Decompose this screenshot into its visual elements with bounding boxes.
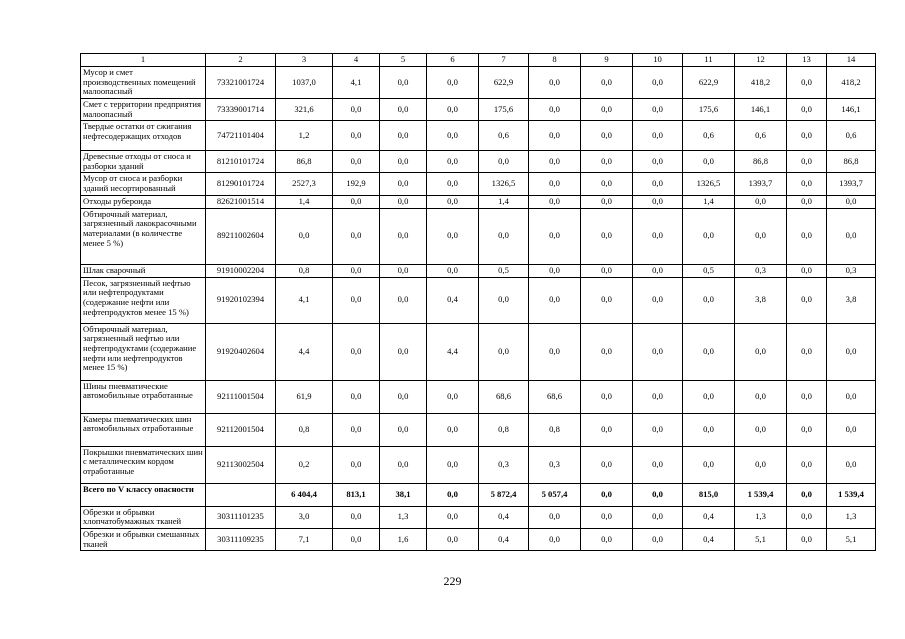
waste-code-cell: 92112001504: [206, 413, 276, 446]
value-cell: 86,8: [735, 151, 787, 173]
header-cell: 6: [427, 54, 479, 67]
waste-name-cell: Обтирочный материал, загрязненный нефтью или нефтепродуктами (содержание нефти или нефтепродуктов менее 15 %): [81, 323, 206, 380]
value-cell: 0,0: [380, 446, 427, 483]
waste-table: [80, 53, 876, 551]
value-cell: 0,0: [427, 208, 479, 264]
value-cell: 0,0: [633, 446, 683, 483]
value-cell: 0,0: [581, 208, 633, 264]
value-cell: 1326,5: [683, 173, 735, 195]
value-cell: 0,0: [633, 173, 683, 195]
value-cell: 0,0: [427, 446, 479, 483]
value-cell: 0,3: [479, 446, 529, 483]
value-cell: 0,0: [529, 528, 581, 550]
table-row: [81, 121, 876, 151]
value-cell: 0,2: [276, 446, 333, 483]
value-cell: 0,0: [633, 506, 683, 528]
value-cell: 0,6: [479, 121, 529, 151]
value-cell: 0,0: [333, 98, 380, 120]
value-cell: 0,4: [427, 277, 479, 323]
header-cell: 5: [380, 54, 427, 67]
value-cell: 68,6: [479, 380, 529, 413]
waste-code-cell: 30311109235: [206, 528, 276, 550]
value-cell: 86,8: [827, 151, 876, 173]
value-cell: 1,4: [479, 195, 529, 208]
value-cell: 0,0: [479, 151, 529, 173]
value-cell: 1326,5: [479, 173, 529, 195]
value-cell: 61,9: [276, 380, 333, 413]
table-row: [81, 413, 876, 446]
value-cell: 622,9: [683, 67, 735, 99]
header-cell: 1: [81, 54, 206, 67]
value-cell: 0,0: [427, 264, 479, 277]
waste-code-cell: 82621001514: [206, 195, 276, 208]
value-cell: 0,0: [380, 208, 427, 264]
value-cell: 0,0: [787, 208, 827, 264]
value-cell: 0,0: [333, 195, 380, 208]
value-cell: 0,6: [683, 121, 735, 151]
value-cell: 0,5: [479, 264, 529, 277]
value-cell: 0,0: [333, 208, 380, 264]
value-cell: 0,8: [276, 413, 333, 446]
value-cell: 0,0: [787, 506, 827, 528]
value-cell: 0,0: [276, 208, 333, 264]
value-cell: 0,0: [529, 121, 581, 151]
value-cell: 0,0: [787, 151, 827, 173]
value-cell: 0,0: [581, 98, 633, 120]
waste-code-cell: [206, 483, 276, 506]
value-cell: 0,0: [581, 67, 633, 99]
value-cell: 0,8: [276, 264, 333, 277]
value-cell: 0,0: [581, 195, 633, 208]
value-cell: 0,0: [581, 380, 633, 413]
value-cell: 0,0: [787, 98, 827, 120]
value-cell: 175,6: [479, 98, 529, 120]
value-cell: 0,0: [427, 151, 479, 173]
value-cell: 0,4: [479, 506, 529, 528]
value-cell: 813,1: [333, 483, 380, 506]
value-cell: 5 872,4: [479, 483, 529, 506]
value-cell: 0,0: [633, 67, 683, 99]
value-cell: 0,0: [380, 323, 427, 380]
waste-code-cell: 81290101724: [206, 173, 276, 195]
value-cell: 0,6: [735, 121, 787, 151]
waste-name-cell: Мусор от сноса и разборки зданий несортированный: [81, 173, 206, 195]
value-cell: 0,0: [380, 173, 427, 195]
value-cell: 0,0: [333, 380, 380, 413]
value-cell: 0,0: [529, 67, 581, 99]
value-cell: 0,0: [333, 446, 380, 483]
table-row: [81, 277, 876, 323]
value-cell: 0,0: [333, 277, 380, 323]
value-cell: 0,0: [827, 380, 876, 413]
value-cell: 622,9: [479, 67, 529, 99]
value-cell: 0,0: [380, 380, 427, 413]
value-cell: 0,0: [529, 173, 581, 195]
waste-name-cell: Твердые остатки от сжигания нефтесодержащих отходов: [81, 121, 206, 151]
value-cell: 0,4: [683, 528, 735, 550]
value-cell: 0,5: [683, 264, 735, 277]
value-cell: 1393,7: [827, 173, 876, 195]
value-cell: 0,0: [581, 528, 633, 550]
value-cell: 0,0: [529, 323, 581, 380]
waste-code-cell: 73339001714: [206, 98, 276, 120]
value-cell: 175,6: [683, 98, 735, 120]
value-cell: 0,0: [380, 264, 427, 277]
value-cell: 0,0: [683, 208, 735, 264]
value-cell: 0,0: [633, 208, 683, 264]
value-cell: 0,0: [581, 121, 633, 151]
waste-name-cell: Шлак сварочный: [81, 264, 206, 277]
value-cell: 3,0: [276, 506, 333, 528]
value-cell: 418,2: [735, 67, 787, 99]
value-cell: 0,0: [633, 277, 683, 323]
table-row: [81, 380, 876, 413]
waste-name-cell: Отходы рубероида: [81, 195, 206, 208]
value-cell: 0,0: [683, 151, 735, 173]
waste-name-cell: Обтирочный материал, загрязненный лакокрасочными материалами (в количестве менее 5 %): [81, 208, 206, 264]
value-cell: 5,1: [827, 528, 876, 550]
value-cell: 0,3: [529, 446, 581, 483]
value-cell: 0,0: [427, 98, 479, 120]
value-cell: 146,1: [735, 98, 787, 120]
value-cell: 0,0: [380, 277, 427, 323]
waste-name-cell: Обрезки и обрывки смешанных тканей: [81, 528, 206, 550]
value-cell: 0,0: [333, 506, 380, 528]
value-cell: 5 057,4: [529, 483, 581, 506]
table-row: [81, 323, 876, 380]
value-cell: 0,0: [427, 195, 479, 208]
value-cell: 0,0: [529, 195, 581, 208]
table-row: [81, 208, 876, 264]
value-cell: 0,0: [333, 413, 380, 446]
value-cell: 0,0: [427, 173, 479, 195]
value-cell: 0,0: [633, 121, 683, 151]
waste-code-cell: 74721101404: [206, 121, 276, 151]
value-cell: 0,0: [380, 98, 427, 120]
value-cell: 146,1: [827, 98, 876, 120]
value-cell: 0,0: [529, 208, 581, 264]
waste-code-cell: 81210101724: [206, 151, 276, 173]
value-cell: 0,0: [581, 264, 633, 277]
value-cell: 0,0: [787, 264, 827, 277]
value-cell: 0,0: [427, 413, 479, 446]
value-cell: 1,2: [276, 121, 333, 151]
value-cell: 0,0: [380, 413, 427, 446]
value-cell: 1,4: [276, 195, 333, 208]
table-total-row: [81, 483, 876, 506]
value-cell: 38,1: [380, 483, 427, 506]
value-cell: 1,3: [827, 506, 876, 528]
value-cell: 0,0: [735, 413, 787, 446]
value-cell: 0,0: [427, 121, 479, 151]
header-cell: 9: [581, 54, 633, 67]
value-cell: 1,3: [735, 506, 787, 528]
value-cell: 815,0: [683, 483, 735, 506]
value-cell: 0,0: [683, 277, 735, 323]
value-cell: 0,0: [633, 195, 683, 208]
waste-code-cell: 92113002504: [206, 446, 276, 483]
waste-name-cell: Древесные отходы от сноса и разборки зданий: [81, 151, 206, 173]
value-cell: 0,0: [787, 67, 827, 99]
value-cell: 0,0: [581, 173, 633, 195]
value-cell: 4,4: [276, 323, 333, 380]
value-cell: 0,0: [427, 483, 479, 506]
value-cell: 0,0: [787, 446, 827, 483]
value-cell: 0,0: [683, 323, 735, 380]
value-cell: 0,0: [581, 413, 633, 446]
table-row: [81, 67, 876, 99]
value-cell: 3,8: [827, 277, 876, 323]
value-cell: 4,1: [276, 277, 333, 323]
value-cell: 0,0: [333, 151, 380, 173]
value-cell: 0,0: [827, 323, 876, 380]
waste-code-cell: 89211002604: [206, 208, 276, 264]
value-cell: 2527,3: [276, 173, 333, 195]
waste-code-cell: 92111001504: [206, 380, 276, 413]
waste-name-cell: Камеры пневматических шин автомобильных отработанные: [81, 413, 206, 446]
value-cell: 0,0: [581, 446, 633, 483]
value-cell: 0,0: [479, 208, 529, 264]
value-cell: 0,0: [787, 483, 827, 506]
value-cell: 0,0: [827, 413, 876, 446]
value-cell: 0,0: [427, 528, 479, 550]
value-cell: 3,8: [735, 277, 787, 323]
table-row: [81, 195, 876, 208]
value-cell: 1 539,4: [735, 483, 787, 506]
value-cell: 0,0: [683, 446, 735, 483]
value-cell: 0,0: [529, 264, 581, 277]
waste-name-cell: Смет с территории предприятия малоопасный: [81, 98, 206, 120]
value-cell: 0,0: [633, 323, 683, 380]
value-cell: 0,0: [787, 173, 827, 195]
value-cell: 1,4: [683, 195, 735, 208]
value-cell: 1,6: [380, 528, 427, 550]
value-cell: 1,3: [380, 506, 427, 528]
value-cell: 86,8: [276, 151, 333, 173]
value-cell: 0,0: [735, 195, 787, 208]
value-cell: 0,4: [479, 528, 529, 550]
value-cell: 0,0: [581, 323, 633, 380]
value-cell: 0,0: [581, 483, 633, 506]
value-cell: 0,0: [827, 208, 876, 264]
value-cell: 0,0: [683, 380, 735, 413]
value-cell: 0,0: [427, 380, 479, 413]
header-cell: 13: [787, 54, 827, 67]
value-cell: 0,0: [633, 483, 683, 506]
waste-code-cell: 73321001724: [206, 67, 276, 99]
value-cell: 0,0: [683, 413, 735, 446]
value-cell: 0,0: [735, 323, 787, 380]
value-cell: 0,0: [333, 528, 380, 550]
waste-name-cell: Мусор и смет производственных помещений малоопасный: [81, 67, 206, 99]
table-row: [81, 264, 876, 277]
value-cell: 4,1: [333, 67, 380, 99]
header-cell: 11: [683, 54, 735, 67]
table-row: [81, 446, 876, 483]
value-cell: 0,3: [827, 264, 876, 277]
value-cell: 0,0: [633, 528, 683, 550]
value-cell: 0,0: [427, 67, 479, 99]
waste-code-cell: 30311101235: [206, 506, 276, 528]
header-cell: 8: [529, 54, 581, 67]
value-cell: 321,6: [276, 98, 333, 120]
table-row: [81, 506, 876, 528]
value-cell: 5,1: [735, 528, 787, 550]
waste-code-cell: 91920402604: [206, 323, 276, 380]
value-cell: 0,0: [787, 323, 827, 380]
value-cell: 0,0: [633, 413, 683, 446]
table-row: [81, 528, 876, 550]
value-cell: 0,0: [787, 121, 827, 151]
value-cell: 0,8: [529, 413, 581, 446]
value-cell: 0,0: [333, 323, 380, 380]
value-cell: 0,0: [787, 528, 827, 550]
value-cell: 0,0: [529, 277, 581, 323]
value-cell: 0,0: [735, 380, 787, 413]
value-cell: 192,9: [333, 173, 380, 195]
header-cell: 14: [827, 54, 876, 67]
waste-name-cell: Шины пневматические автомобильные отработанные: [81, 380, 206, 413]
value-cell: 68,6: [529, 380, 581, 413]
value-cell: 0,0: [827, 195, 876, 208]
header-cell: 3: [276, 54, 333, 67]
waste-code-cell: 91910002204: [206, 264, 276, 277]
value-cell: 0,0: [827, 446, 876, 483]
value-cell: 0,0: [581, 151, 633, 173]
value-cell: 0,0: [380, 151, 427, 173]
value-cell: 0,0: [735, 208, 787, 264]
value-cell: 0,6: [827, 121, 876, 151]
value-cell: 0,3: [735, 264, 787, 277]
value-cell: 0,0: [380, 67, 427, 99]
value-cell: 0,4: [683, 506, 735, 528]
header-cell: 10: [633, 54, 683, 67]
header-cell: 4: [333, 54, 380, 67]
value-cell: 0,0: [529, 506, 581, 528]
value-cell: 6 404,4: [276, 483, 333, 506]
value-cell: 0,0: [787, 195, 827, 208]
waste-name-cell: Обрезки и обрывки хлопчатобумажных тканей: [81, 506, 206, 528]
value-cell: 0,0: [787, 413, 827, 446]
value-cell: 0,0: [633, 151, 683, 173]
value-cell: 0,8: [479, 413, 529, 446]
waste-code-cell: 91920102394: [206, 277, 276, 323]
table-header-row: [81, 54, 876, 67]
table-row: [81, 173, 876, 195]
value-cell: 0,0: [333, 264, 380, 277]
header-cell: 2: [206, 54, 276, 67]
waste-name-cell: Песок, загрязненный нефтью или нефтепродуктами (содержание нефти или нефтепродуктов менее 15 %): [81, 277, 206, 323]
value-cell: 0,0: [581, 277, 633, 323]
value-cell: 0,0: [529, 98, 581, 120]
waste-name-cell: Покрышки пневматических шин с металлическим кордом отработанные: [81, 446, 206, 483]
value-cell: 0,0: [529, 151, 581, 173]
waste-name-cell: Всего по V классу опасности: [81, 483, 206, 506]
value-cell: 0,0: [787, 380, 827, 413]
value-cell: 418,2: [827, 67, 876, 99]
value-cell: 0,0: [633, 98, 683, 120]
value-cell: 1393,7: [735, 173, 787, 195]
value-cell: 0,0: [581, 506, 633, 528]
value-cell: 7,1: [276, 528, 333, 550]
header-cell: 12: [735, 54, 787, 67]
value-cell: 0,0: [333, 121, 380, 151]
table-row: [81, 151, 876, 173]
value-cell: 0,0: [380, 195, 427, 208]
value-cell: 1 539,4: [827, 483, 876, 506]
header-cell: 7: [479, 54, 529, 67]
value-cell: 0,0: [380, 121, 427, 151]
value-cell: 0,0: [479, 323, 529, 380]
value-cell: 4,4: [427, 323, 479, 380]
table-body: [81, 54, 876, 551]
value-cell: 0,0: [735, 446, 787, 483]
page-number: 229: [443, 574, 462, 588]
value-cell: 0,0: [787, 277, 827, 323]
table-row: [81, 98, 876, 120]
value-cell: 0,0: [633, 380, 683, 413]
value-cell: 0,0: [427, 506, 479, 528]
value-cell: 0,0: [479, 277, 529, 323]
value-cell: 0,0: [633, 264, 683, 277]
value-cell: 1037,0: [276, 67, 333, 99]
